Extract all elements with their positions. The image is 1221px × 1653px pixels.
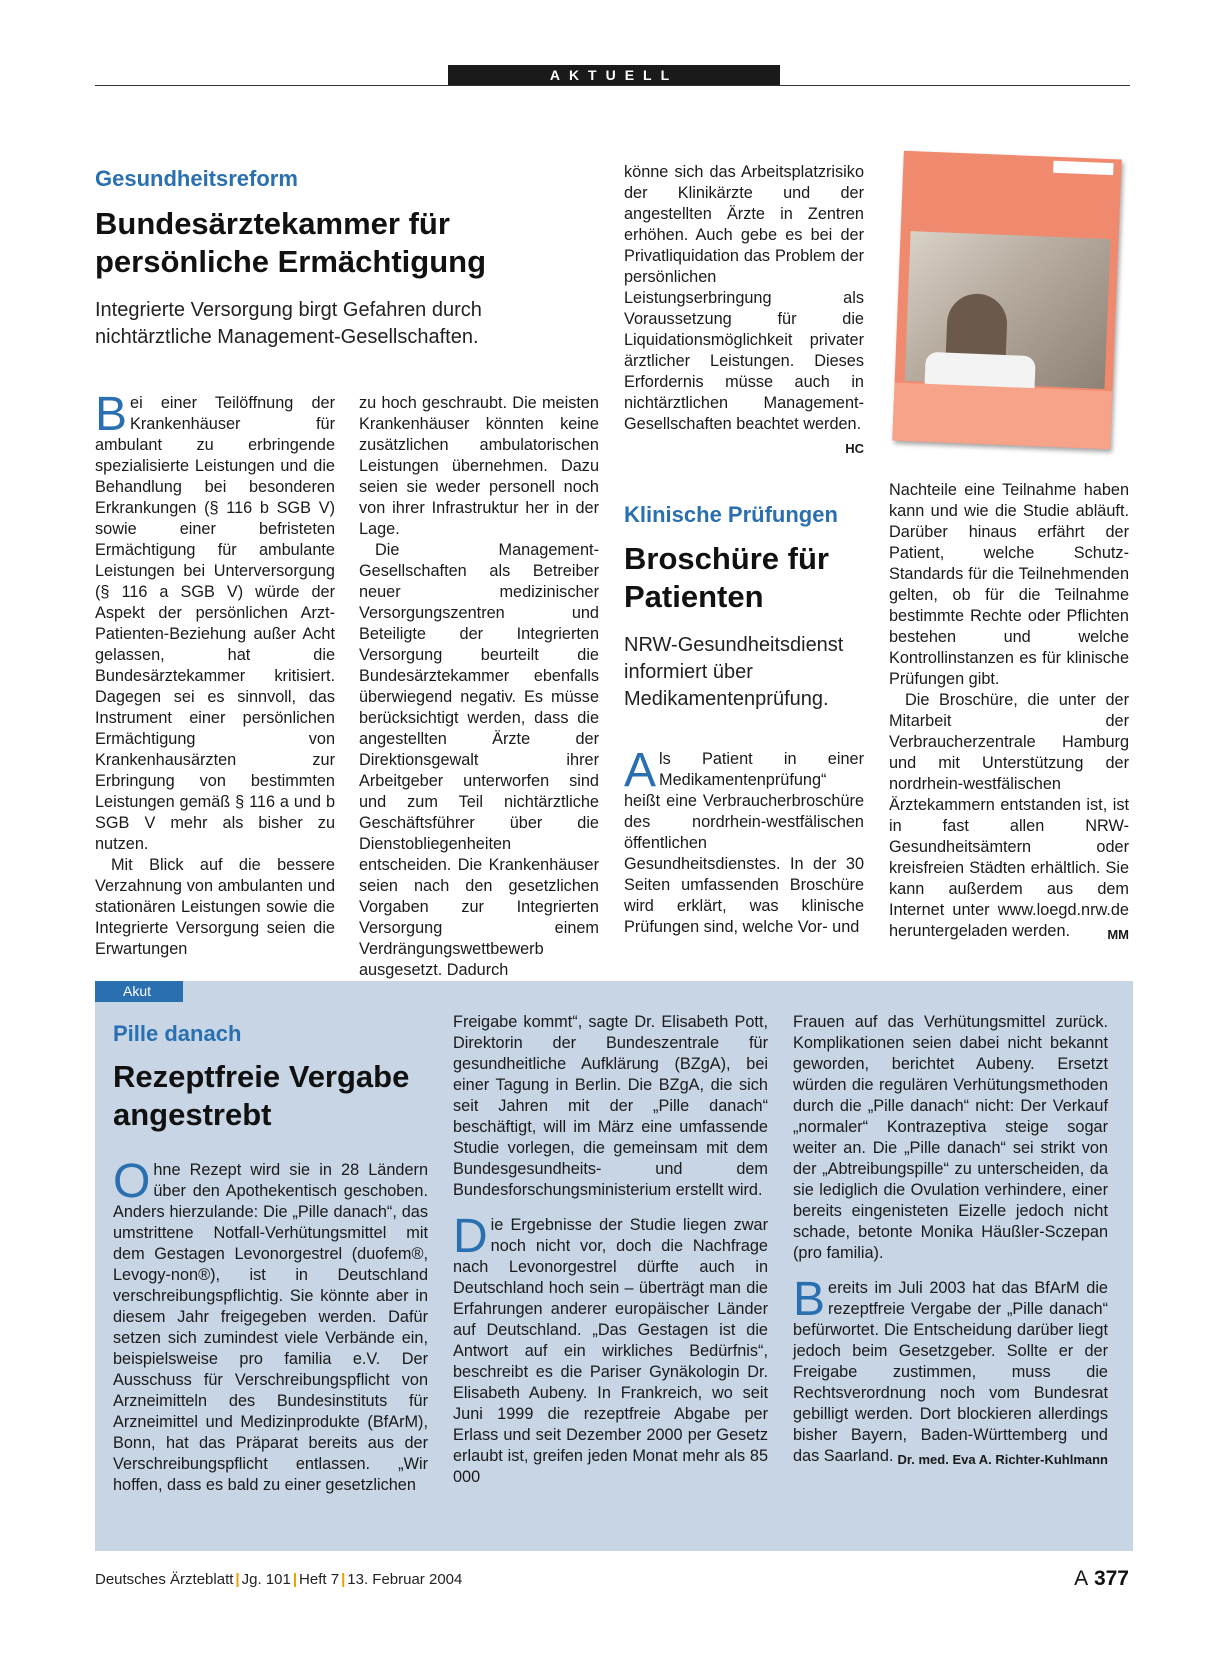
article2-subhead: NRW-Gesundheitsdienst informiert über Medikamentenprüfung. xyxy=(624,634,844,710)
dropcap: B xyxy=(793,1273,826,1326)
author-signature: MM xyxy=(1107,927,1129,942)
volume: Jg. 101 xyxy=(241,1571,291,1588)
article3-column-2 xyxy=(453,1012,768,1488)
article1-column-1 xyxy=(95,388,335,960)
header-rule xyxy=(95,85,1130,86)
article1-column-2 xyxy=(359,393,599,981)
paragraph: Mit Blick auf die bessere Verzahnung von ambulanten und stationären Leistungen sowie die Integrierte Versorgung seien die Erwartungen xyxy=(95,856,335,958)
journal-name: Deutsches Ärzteblatt xyxy=(95,1571,234,1588)
article2-headline: Broschüre für Patienten xyxy=(624,541,829,614)
section-header: AKTUELL xyxy=(448,65,780,85)
article2-kicker: Klinische Prüfungen xyxy=(624,502,838,527)
page-prefix: A xyxy=(1074,1567,1089,1590)
paragraph: Die Broschüre, die unter der Mitarbeit der Verbraucherzentrale Hamburg und mit Unterstützung der nordrhein-westfälischen Ärztekammern entstanden ist, ist in fast allen NRW-Gesundheitsämtern oder kreisfreien Städten erhältlich. Sie kann außerdem aus dem Internet unter www.loegd.nrw.de heruntergeladen werden. xyxy=(889,691,1129,940)
article1-column-3 xyxy=(624,162,864,459)
article3-column-1 xyxy=(113,1155,428,1496)
article3-column-3 xyxy=(793,1012,1108,1470)
doctor-photo xyxy=(905,231,1111,389)
page-number xyxy=(1074,1567,1129,1591)
publisher-logo xyxy=(1053,161,1113,175)
issue-date: 13. Februar 2004 xyxy=(347,1571,463,1588)
cover-footer-strip xyxy=(892,383,1112,450)
article1-headline: Bundesärztekammer für persönliche Ermächtigung xyxy=(95,206,487,279)
dropcap: O xyxy=(113,1155,151,1208)
paragraph: Frauen auf das Verhütungsmittel zurück. Komplikationen seien dabei nicht bekannt geworden, berichtet Aubeny. Ersetzt würden die regulären Verhütungsmethoden durch die „Pille danach“ nicht: Der Verkauf „normaler“ Kontrazeptiva steige sogar weiter an. Die „Pille danach“ sei strikt von der „Abtreibungspille“ zu unterscheiden, da sie lediglich die Ovulation verhindere, einer bereits eingenisteten Eizelle jedoch nicht schade, betonte Monika Häußler-Sczepan (pro familia). xyxy=(793,1013,1108,1262)
article1-kicker: Gesundheitsreform xyxy=(95,166,298,191)
article3-kicker: Pille danach xyxy=(113,1021,242,1046)
author-signature: Dr. med. Eva A. Richter-Kuhlmann xyxy=(897,1452,1108,1467)
paragraph: könne sich das Arbeitsplatzrisiko der Klinikärzte und der angestellten Ärzte in Zentren erhöhen. Auch gebe es bei der Privatliquidation das Problem der persönlichen Leistungserbringung als Voraussetzung für die Liquidationsmöglichkeit privater ärztlicher Leistungen. Dieses Erfordernis müsse auch in nichtärztlichen Management-Gesellschaften beachtet werden. xyxy=(624,163,864,433)
paragraph: ls Patient in einer Medikamentenprüfung“ heißt eine Verbraucherbroschüre des nordrhein-westfälischen öffentlichen Gesundheitsdienstes. In der 30 Seiten umfassenden Broschüre wird erklärt, was klinische Prüfungen sind, welche Vor- und xyxy=(624,750,864,936)
article3-headline: Rezeptfreie Vergabe angestrebt xyxy=(113,1059,410,1132)
dropcap: B xyxy=(95,388,128,441)
issue: Heft 7 xyxy=(299,1571,340,1588)
dropcap: D xyxy=(453,1210,488,1263)
article2-column-2 xyxy=(889,480,1129,945)
dropcap: A xyxy=(624,744,657,797)
page-number-value: 377 xyxy=(1093,1567,1129,1590)
paragraph: Nachteile eine Teilnahme haben kann und wie die Studie abläuft. Darüber hinaus erfährt der Patient, welche Schutz-Standards für die Teilnehmenden gelten, ob für die Teilnahme bestimmte Rechte oder Pflichten bestehen und welche Kontrollinstanzen es für klinische Prüfungen gibt. xyxy=(889,481,1129,688)
section-tag: Akut xyxy=(95,981,183,1002)
paragraph: Freigabe kommt“, sagte Dr. Elisabeth Pott, Direktorin der Bundeszentrale für gesundheitliche Aufklärung (BZgA), bei einer Tagung in Berlin. Die BZgA, die sich seit Jahren mit der „Pille danach“ beschäftigt, will im März eine umfassende Studie vorlegen, die gemeinsam mit dem Bundesgesundheits- und dem Bundesforschungsministerium erstellt wird. xyxy=(453,1013,768,1199)
paragraph: hne Rezept wird sie in 28 Ländern über den Apothekentisch geschoben. Anders hierzulande: Die „Pille danach“, das umstrittene Notfall-Verhütungsmittel mit dem Gestagen Levonorgestrel (duofem®, Levogy-non®), ist in Deutschland verschreibungspflichtig. Sie könnte aber in diesem Jahr freigegeben werden. Dafür setzen sich zumindest viele Verbände ein, beispielsweise pro familia e.V. Der Ausschuss für Verschreibungspflicht von Arzneimitteln des Bundesinstituts für Arzneimittel und Medizinprodukte (BfArM), Bonn, hat das Präparat bereits aus der Verschreibungspflicht entlassen. „Wir hoffen, dass es bald zu einer gesetzlichen xyxy=(113,1161,428,1494)
paragraph: ie Ergebnisse der Studie liegen zwar noch nicht vor, doch die Nachfrage nach Levonorgestrel dürfte auch in Deutschland hoch sein – überträgt man die Erfahrungen anderer europäischer Länder auf Deutschland. „Das Gestagen ist die Antwort auf ein wirkliches Bedürfnis“, beschreibt es die Pariser Gynäkologin Dr. Elisabeth Aubeny. In Frankreich, wo seit Juni 1999 die rezeptfreie Abgabe per Erlass und seit Dezember 2000 per Gesetz erlaubt ist, greifen jeden Monat mehr als 85 000 xyxy=(453,1216,768,1486)
article2-column-1 xyxy=(624,744,864,938)
paragraph: ei einer Teilöffnung der Krankenhäuser für ambulant zu erbringende spezialisierte Leistungen und die Behandlung bei besonderen Erkrankungen (§ 116 b SGB V) sowie einer befristeten Ermächtigung für ambulante Leistungen bei Unterversorgung (§ 116 a SGB V) würde der Aspekt der persönlichen Arzt-Patienten-Beziehung außer Acht gelassen, hat die Bundesärztekammer kritisiert. Dagegen sei es sinnvoll, das Instrument einer persönlichen Ermächtigung von Krankenhausärzten zur Erbringung von bestimmten Leistungen gemäß § 116 a und b SGB V mehr als bisher zu nutzen. xyxy=(95,394,335,853)
brochure-cover-image xyxy=(892,151,1121,450)
footer-citation: Deutsches Ärzteblatt | Jg. 101 | Heft 7 | 13. Februar 2004 xyxy=(95,1571,463,1588)
paragraph: zu hoch geschraubt. Die meisten Krankenhäuser könnten keine zusätzlichen ambulatorischen Leistungen übernehmen. Dazu seien sie weder personell noch von ihrer Infrastruktur her in der Lage. xyxy=(359,394,599,538)
paragraph: ereits im Juli 2003 hat das BfArM die rezeptfreie Vergabe der „Pille danach“ befürwortet. Die Entscheidung darüber liegt jedoch beim Gesetzgeber. Sollte er der Freigabe zustimmen, muss die Rechtsverordnung noch vom Bundesrat gebilligt werden. Dort blockieren allerdings bisher Bayern, Baden-Württemberg und das Saarland. xyxy=(793,1279,1108,1465)
article1-subhead: Integrierte Versorgung birgt Gefahren durch nichtärztliche Management-Gesellschaften. xyxy=(95,299,482,348)
author-signature: HC xyxy=(845,441,864,456)
paragraph: Die Management-Gesellschaften als Betreiber neuer medizinischer Versorgungszentren und Beteiligte der Integrierten Versorgung beurteilt die Bundesärztekammer ebenfalls überwiegend negativ. Es müsse berücksichtigt werden, dass die angestellten Ärzte der Direktionsgewalt ihrer Arbeitgeber unterworfen sind und zum Teil nichtärztliche Geschäftsführer über die Dienstobliegenheiten entscheiden. Die Krankenhäuser seien nach den gesetzlichen Vorgaben zur Integrierten Versorgung einem Verdrängungswettbewerb ausgesetzt. Dadurch xyxy=(359,541,599,979)
